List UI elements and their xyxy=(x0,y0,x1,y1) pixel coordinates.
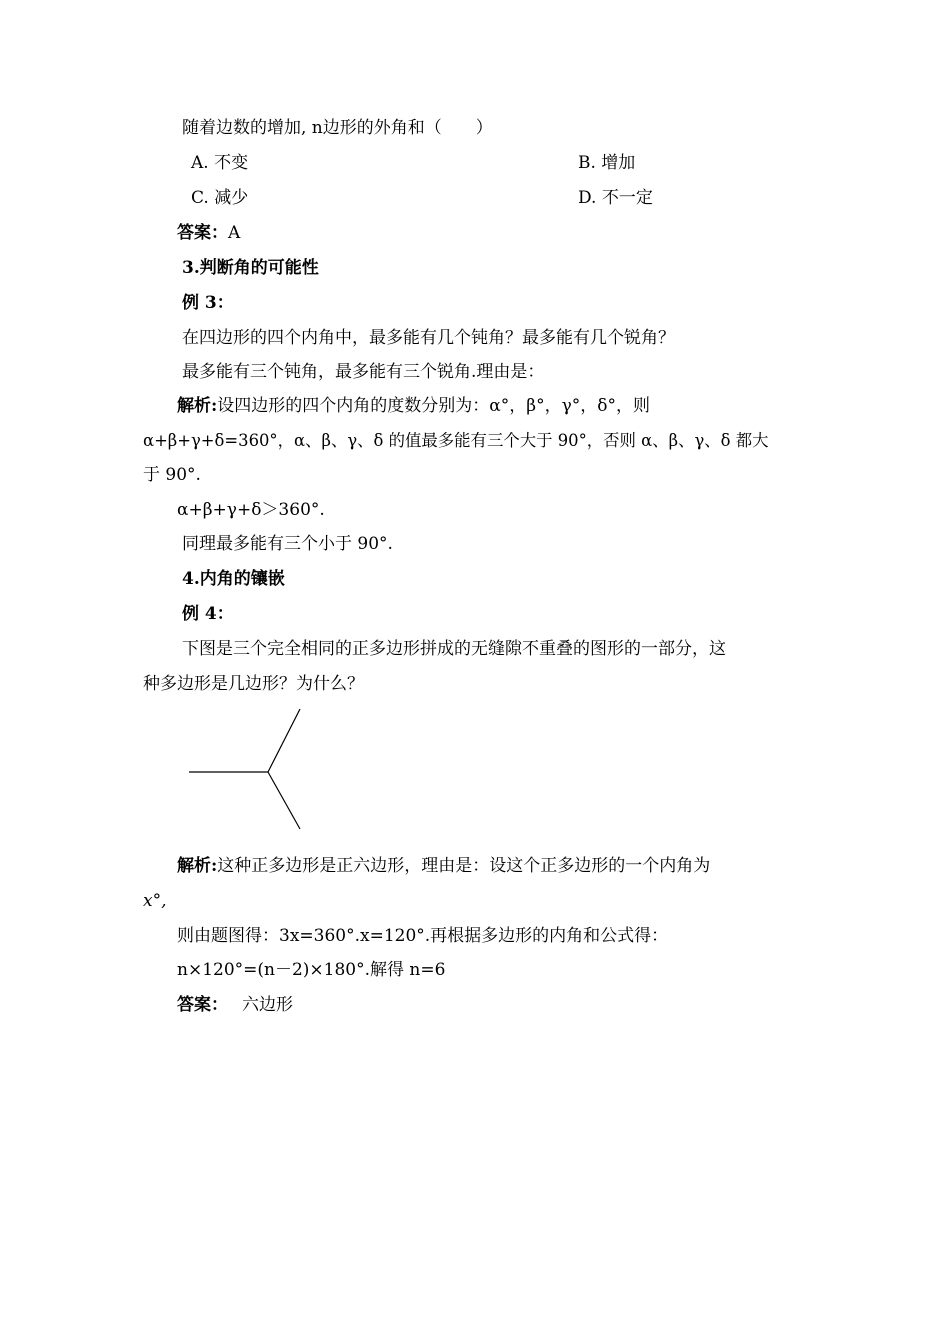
q1-option-b: B. 增加 xyxy=(578,153,636,173)
example-3-question: 在四边形的四个内角中，最多能有几个钝角？最多能有几个锐角？ xyxy=(182,328,675,348)
example-3-analysis-line-3: 于 90°. xyxy=(143,465,201,485)
analysis-text: 设四边形的四个内角的度数分别为：α°，β°，γ°，δ°，则 xyxy=(217,396,650,416)
q1-option-a: A. 不变 xyxy=(191,153,249,173)
answer-label: 答案： xyxy=(177,223,228,243)
example-4-analysis-line-3: 则由题图得：3x=360°.x=120°.再根据多边形的内角和公式得： xyxy=(177,926,669,946)
example-4-analysis-line-1 xyxy=(177,855,710,877)
example-3-analysis-line-4: α+β+γ+δ＞360°. xyxy=(177,500,325,520)
q1-stem: 随着边数的增加, n边形的外角和（ ） xyxy=(182,118,493,138)
section-3-heading: 3.判断角的可能性 xyxy=(182,258,319,278)
analysis-label: 解析: xyxy=(177,856,218,876)
q1-option-c: C. 减少 xyxy=(191,188,249,208)
example-3-analysis-line-5: 同理最多能有三个小于 90°. xyxy=(182,534,393,554)
answer-value: 六边形 xyxy=(242,995,293,1015)
example-4-question-line-2: 种多边形是几边形？为什么？ xyxy=(143,674,364,694)
q1-answer xyxy=(177,222,240,244)
example-3-reply: 最多能有三个钝角，最多能有三个锐角.理由是： xyxy=(182,362,545,382)
example-4-label: 例 4： xyxy=(182,604,234,624)
analysis-text: 这种正多边形是正六边形，理由是：设这个正多边形的一个内角为 xyxy=(217,856,711,876)
q1-option-d: D. 不一定 xyxy=(578,188,653,208)
section-4-heading: 4.内角的镶嵌 xyxy=(182,569,285,589)
example-3-analysis-line-1 xyxy=(177,395,650,417)
analysis-label: 解析: xyxy=(177,396,218,416)
example-4-analysis-line-2: x°, xyxy=(143,891,167,911)
answer-value: A xyxy=(228,223,241,243)
tessellation-vertex-figure xyxy=(185,705,315,835)
answer-label: 答案： xyxy=(177,995,228,1015)
example-4-question-line-1: 下图是三个完全相同的正多边形拼成的无缝隙不重叠的图形的一部分，这 xyxy=(182,639,726,659)
example-4-analysis-line-4: n×120°=(n－2)×180°.解得 n=6 xyxy=(177,960,446,980)
figure-upper-edge xyxy=(268,709,300,772)
example-3-label: 例 3： xyxy=(182,293,234,313)
figure-lower-edge xyxy=(268,772,300,829)
example-3-analysis-line-2: α+β+γ+δ=360°，α、β、γ、δ 的值最多能有三个大于 90°，否则 α、β、γ、δ 都大 xyxy=(143,431,769,450)
example-4-answer xyxy=(177,994,293,1016)
